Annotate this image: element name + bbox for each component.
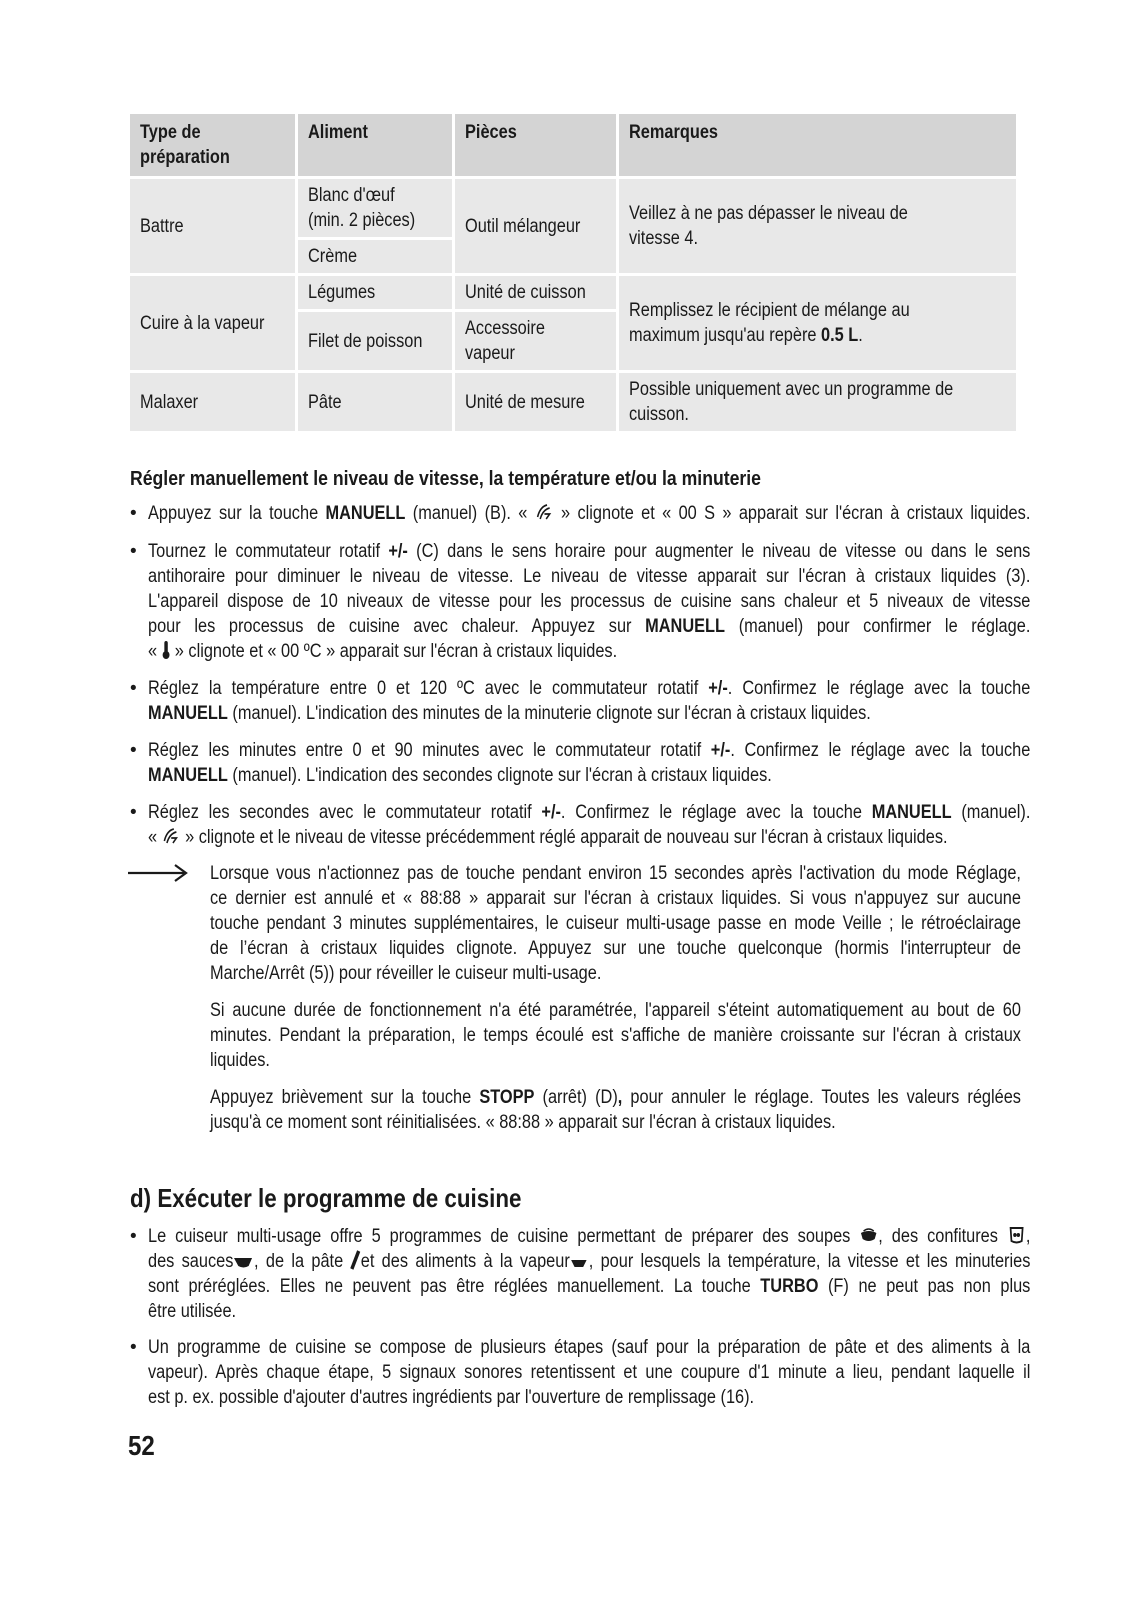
fan-speed-icon <box>535 502 554 522</box>
cell-malaxer-remarque: Possible uniquement avec un programme de cuisson. <box>619 373 1016 431</box>
cell-battre: Battre <box>130 179 295 273</box>
cell-legumes: Légumes <box>298 276 453 309</box>
section-heading-manual: Régler manuellement le niveau de vitesse, la température et/ou la minuterie <box>130 467 761 490</box>
jam-icon <box>1007 1225 1026 1245</box>
preparation-table <box>130 114 1022 434</box>
note-paragraph-3: Appuyez brièvement sur la touche STOPP (arrêt) (D), pour annuler le réglage. Toutes les valeurs réglées jusqu'à ce moment sont réinitialisées. « 88:88 » apparait sur l'écran à cristaux liquides. <box>210 1087 1021 1133</box>
cell-unite-cuisson: Unité de cuisson <box>455 276 615 309</box>
note-paragraph-1: Lorsque vous n'actionnez pas de touche pendant environ 15 secondes après l'activation du mode Réglage, ce dernier est annulé et « 88:88 » apparait sur l'écran à cristaux liquides. Si vous n'appuyez sur aucune touche pendant 3 minutes supplémentaires, le cuiseur multi-usage passe en mode Veille ; le rétroéclairage de l’écran à cristaux liquides clignote. Appuyez sur une touche quelconque (hormis l'interrupteur de Marche/Arrêt (5)) pour réveiller le cuiseur multi-usage. <box>210 863 1021 984</box>
cell-vapeur: Cuire à la vapeur <box>130 276 295 370</box>
header-type: Type de préparation <box>130 114 295 176</box>
header-aliment: Aliment <box>298 114 453 176</box>
cell-pate: Pâte <box>298 373 453 431</box>
dough-icon <box>350 1250 360 1270</box>
note-arrow-icon <box>128 862 190 884</box>
cell-filet: Filet de poisson <box>298 312 453 370</box>
sauce-icon <box>233 1254 254 1270</box>
section-heading-programs: d) Exécuter le programme de cuisine <box>130 1183 522 1213</box>
thermometer-icon <box>162 640 171 660</box>
steam-icon <box>570 1256 589 1270</box>
page-number: 52 <box>128 1430 155 1461</box>
header-remarques: Remarques <box>619 114 1016 176</box>
cell-unite-mesure: Unité de mesure <box>455 373 615 431</box>
fan-speed-icon <box>162 826 181 846</box>
cell-outil: Outil mélangeur <box>455 179 615 273</box>
cell-malaxer: Malaxer <box>130 373 295 431</box>
note-paragraph-2: Si aucune durée de fonctionnement n'a été paramétrée, l'appareil s'éteint automatiquement au bout de 60 minutes. Pendant la préparation, le temps écoulé est s'affiche de manière croissante sur l'écran à cristaux liquides. <box>210 1000 1021 1071</box>
cell-battre-remarque: Veillez à ne pas dépasser le niveau de vitesse 4. <box>619 179 1016 273</box>
soup-icon <box>859 1227 878 1245</box>
cell-accessoire: Accessoire vapeur <box>455 312 615 370</box>
cell-creme: Crème <box>298 240 453 273</box>
cell-blanc: Blanc d'œuf (min. 2 pièces) <box>298 179 453 237</box>
header-pieces: Pièces <box>455 114 615 176</box>
cell-vapeur-remarque: Remplissez le récipient de mélange au maximum jusqu'au repère 0.5 L. <box>619 276 1016 370</box>
